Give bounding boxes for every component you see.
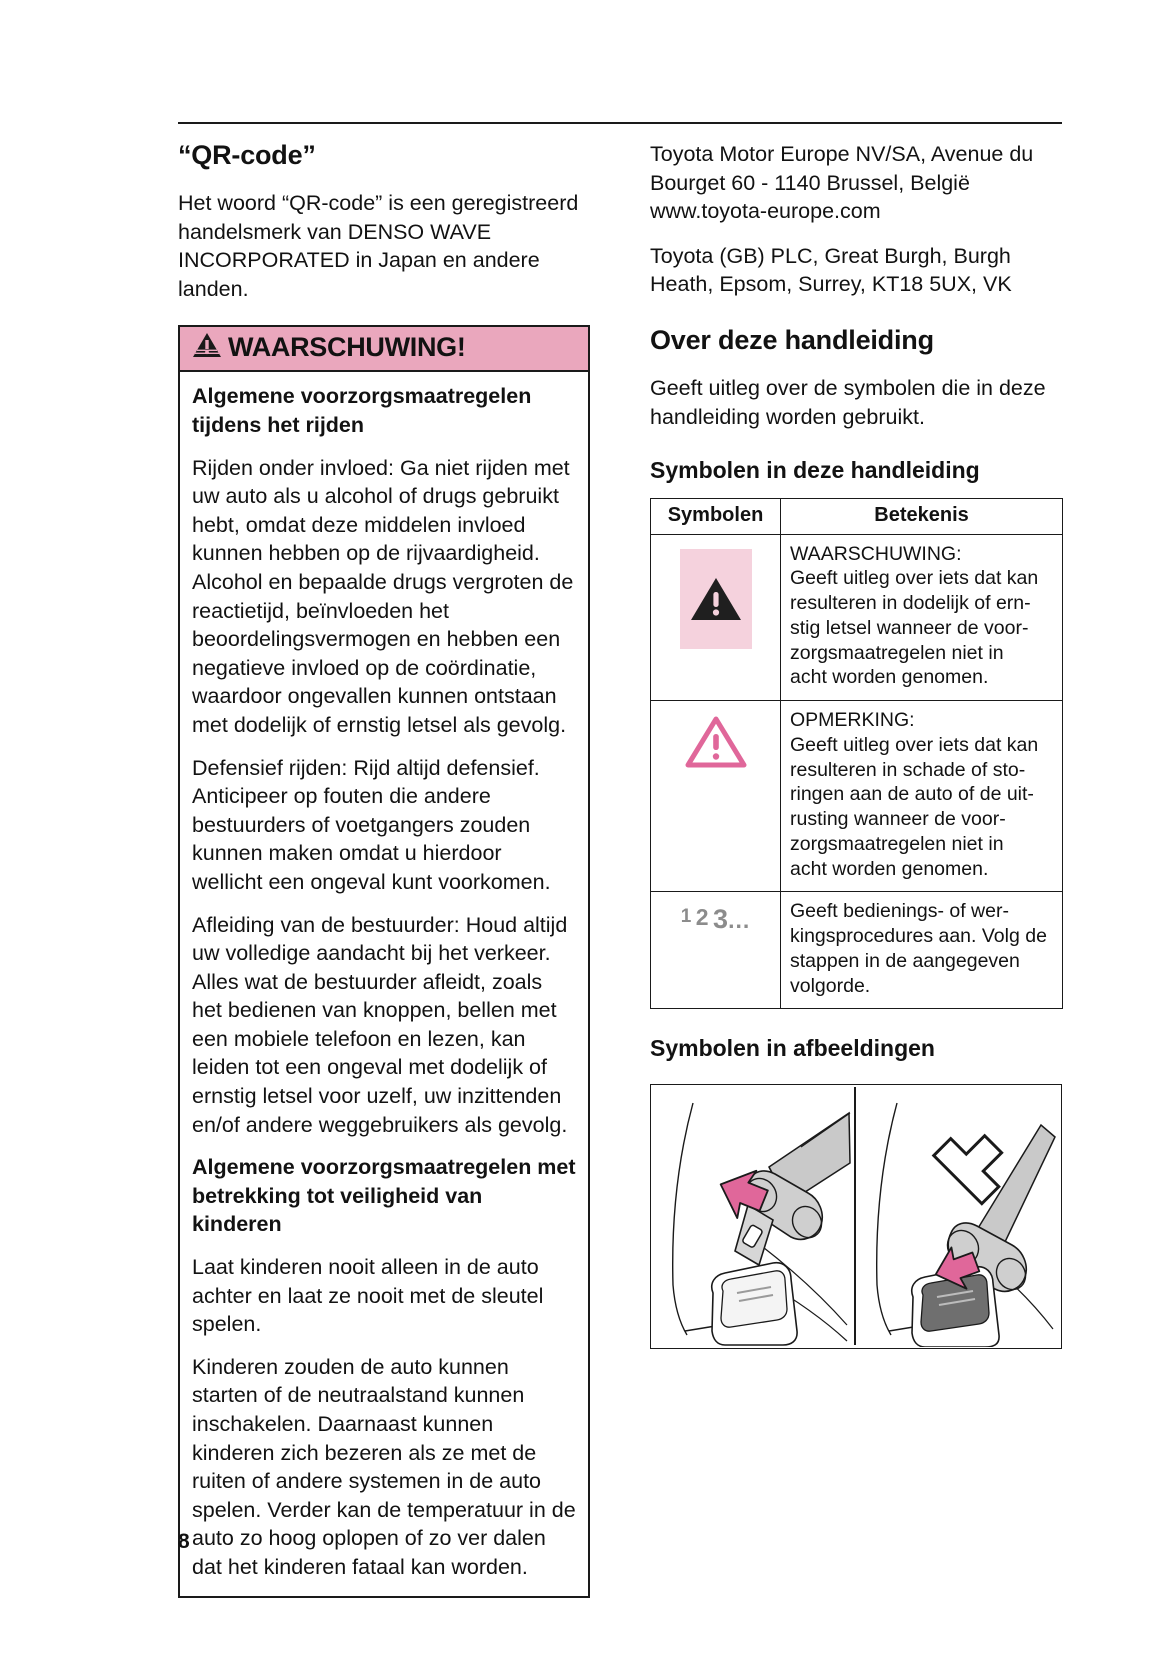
page-number: 8 bbox=[178, 1530, 190, 1553]
column-header-symbolen: Symbolen bbox=[651, 498, 781, 534]
meaning-line: ringen aan de auto of de uit- bbox=[790, 783, 1034, 806]
two-column-layout bbox=[178, 140, 1062, 1598]
column-header-betekenis: Betekenis bbox=[781, 498, 1063, 534]
table-header-row bbox=[651, 498, 1063, 534]
qr-code-paragraph: Het woord “QR-code” is een geregistreerd handelsmerk van DENSO WAVE INCORPORATED in Japan en andere landen. bbox=[178, 191, 579, 301]
warning-paragraph: Defensief rijden: Rijd altijd defensief. Anticipeer op fouten die andere bestuurders of voetgangers zouden kunnen maken omdat u hierdoor wellicht een ongeval kunt voorkomen. bbox=[192, 755, 551, 894]
table-row bbox=[651, 534, 1063, 701]
header-rule bbox=[178, 122, 1062, 124]
qr-code-heading: “QR-code” bbox=[178, 140, 316, 170]
meaning-line: OPMERKING: bbox=[790, 709, 915, 732]
symbol-cell bbox=[651, 534, 781, 701]
toyota-gb-address: Toyota (GB) PLC, Great Burgh, Burgh Heath, Epsom, Surrey, KT18 5UX, VK bbox=[650, 243, 1012, 297]
about-manual-paragraph: Geeft uitleg over de symbolen die in deze handleiding worden gebruikt. bbox=[650, 376, 1046, 429]
notice-triangle-outline-icon bbox=[685, 756, 747, 773]
meaning-line: Geeft bedienings- of wer- bbox=[790, 900, 1009, 923]
warning-triangle-filled-icon bbox=[680, 549, 752, 649]
warning-box-header bbox=[180, 327, 588, 372]
meaning-line: WAARSCHUWING: bbox=[790, 542, 962, 565]
warning-box-label: WAARSCHUWING! bbox=[228, 332, 466, 363]
meaning-line: kingsprocedures aan. Volg de bbox=[790, 925, 1047, 948]
table-row bbox=[651, 701, 1063, 892]
warning-box bbox=[178, 325, 590, 1597]
warning-paragraph: Algemene voorzorgsmaatregelen met betrekking tot veiligheid van kinderen bbox=[192, 1155, 576, 1237]
meaning-line: zorgsmaatregelen niet in bbox=[790, 832, 1004, 855]
meaning-line: Geeft uitleg over iets dat kan bbox=[790, 733, 1039, 756]
meaning-line: stig letsel wanneer de voor- bbox=[790, 616, 1029, 639]
meaning-cell bbox=[781, 892, 1063, 1009]
numbered-steps-icon: 1 2 3... bbox=[680, 904, 751, 935]
warning-paragraph: Laat kinderen nooit alleen in de auto achter en laat ze nooit met de sleutel spelen. bbox=[192, 1255, 544, 1337]
meaning-line: zorgsmaatregelen niet in bbox=[790, 641, 1004, 664]
meaning-line: resulteren in dodelijk of ern- bbox=[790, 592, 1031, 615]
table-row bbox=[651, 892, 1063, 1009]
about-manual-heading: Over deze handleiding bbox=[650, 324, 934, 355]
meaning-line: acht worden genomen. bbox=[790, 666, 989, 689]
symbols-in-illustrations-heading: Symbolen in afbeeldingen bbox=[650, 1035, 935, 1062]
meaning-line: volgorde. bbox=[790, 974, 871, 997]
meaning-line: acht worden genomen. bbox=[790, 857, 989, 880]
meaning-line: stappen in de aangegeven bbox=[790, 949, 1020, 972]
toyota-europe-address: Toyota Motor Europe NV/SA, Avenue du Bourget 60 - 1140 Brussel, België www.toyota-europe.com bbox=[650, 142, 1034, 224]
right-column bbox=[650, 140, 1062, 1598]
symbol-cell bbox=[651, 701, 781, 892]
warning-paragraph: Kinderen zouden de auto kunnen starten of de neutraalstand kunnen inschakelen. Daarnaast kunnen kinderen zich bezeren als ze met de ruiten of andere systemen in de auto spelen. Verder kan de temperatuur in de auto zo hoog oplopen of zo ver dalen dat het kinderen fataal kan worden. bbox=[192, 1354, 576, 1579]
symbol-cell bbox=[651, 892, 781, 1009]
meaning-cell bbox=[781, 701, 1063, 892]
warning-paragraph: Algemene voorzorgsmaatregelen tijdens het rijden bbox=[192, 384, 532, 438]
symbols-table bbox=[650, 498, 1063, 1010]
meaning-line: resulteren in schade of sto- bbox=[790, 758, 1026, 781]
meaning-cell bbox=[781, 534, 1063, 701]
seatbelt-buckle-illustration bbox=[650, 1084, 1062, 1349]
left-column bbox=[178, 140, 590, 1598]
meaning-line: rusting wanneer de voor- bbox=[790, 808, 1006, 831]
warning-triangle-icon bbox=[192, 332, 222, 363]
warning-box-body bbox=[180, 372, 588, 1595]
meaning-line: Geeft uitleg over iets dat kan bbox=[790, 567, 1039, 590]
warning-paragraph: Afleiding van de bestuurder: Houd altijd uw volledige aandacht bij het verkeer. Alles wat de bestuurder afleidt, zoals het bedienen van knoppen, bellen met een mobiele telefoon en lezen, kan leiden tot een ongeval met dodelijk of ernstig letsel voor uzelf, uw inzittenden en/of andere weggebruikers als gevolg. bbox=[192, 912, 568, 1137]
warning-paragraph: Rijden onder invloed: Ga niet rijden met uw auto als u alcohol of drugs gebruikt hebt, omdat deze middelen invloed kunnen hebben op de rijvaardigheid. Alcohol en bepaalde drugs vergroten de reactietijd, beïnvloeden het beoordelingsvermogen en hebben een negatieve invloed op de coördinatie, waardoor ongevallen kunnen ontstaan met dodelijk of ernstig letsel als gevolg. bbox=[192, 455, 574, 737]
symbols-in-manual-heading: Symbolen in deze handleiding bbox=[650, 457, 980, 484]
